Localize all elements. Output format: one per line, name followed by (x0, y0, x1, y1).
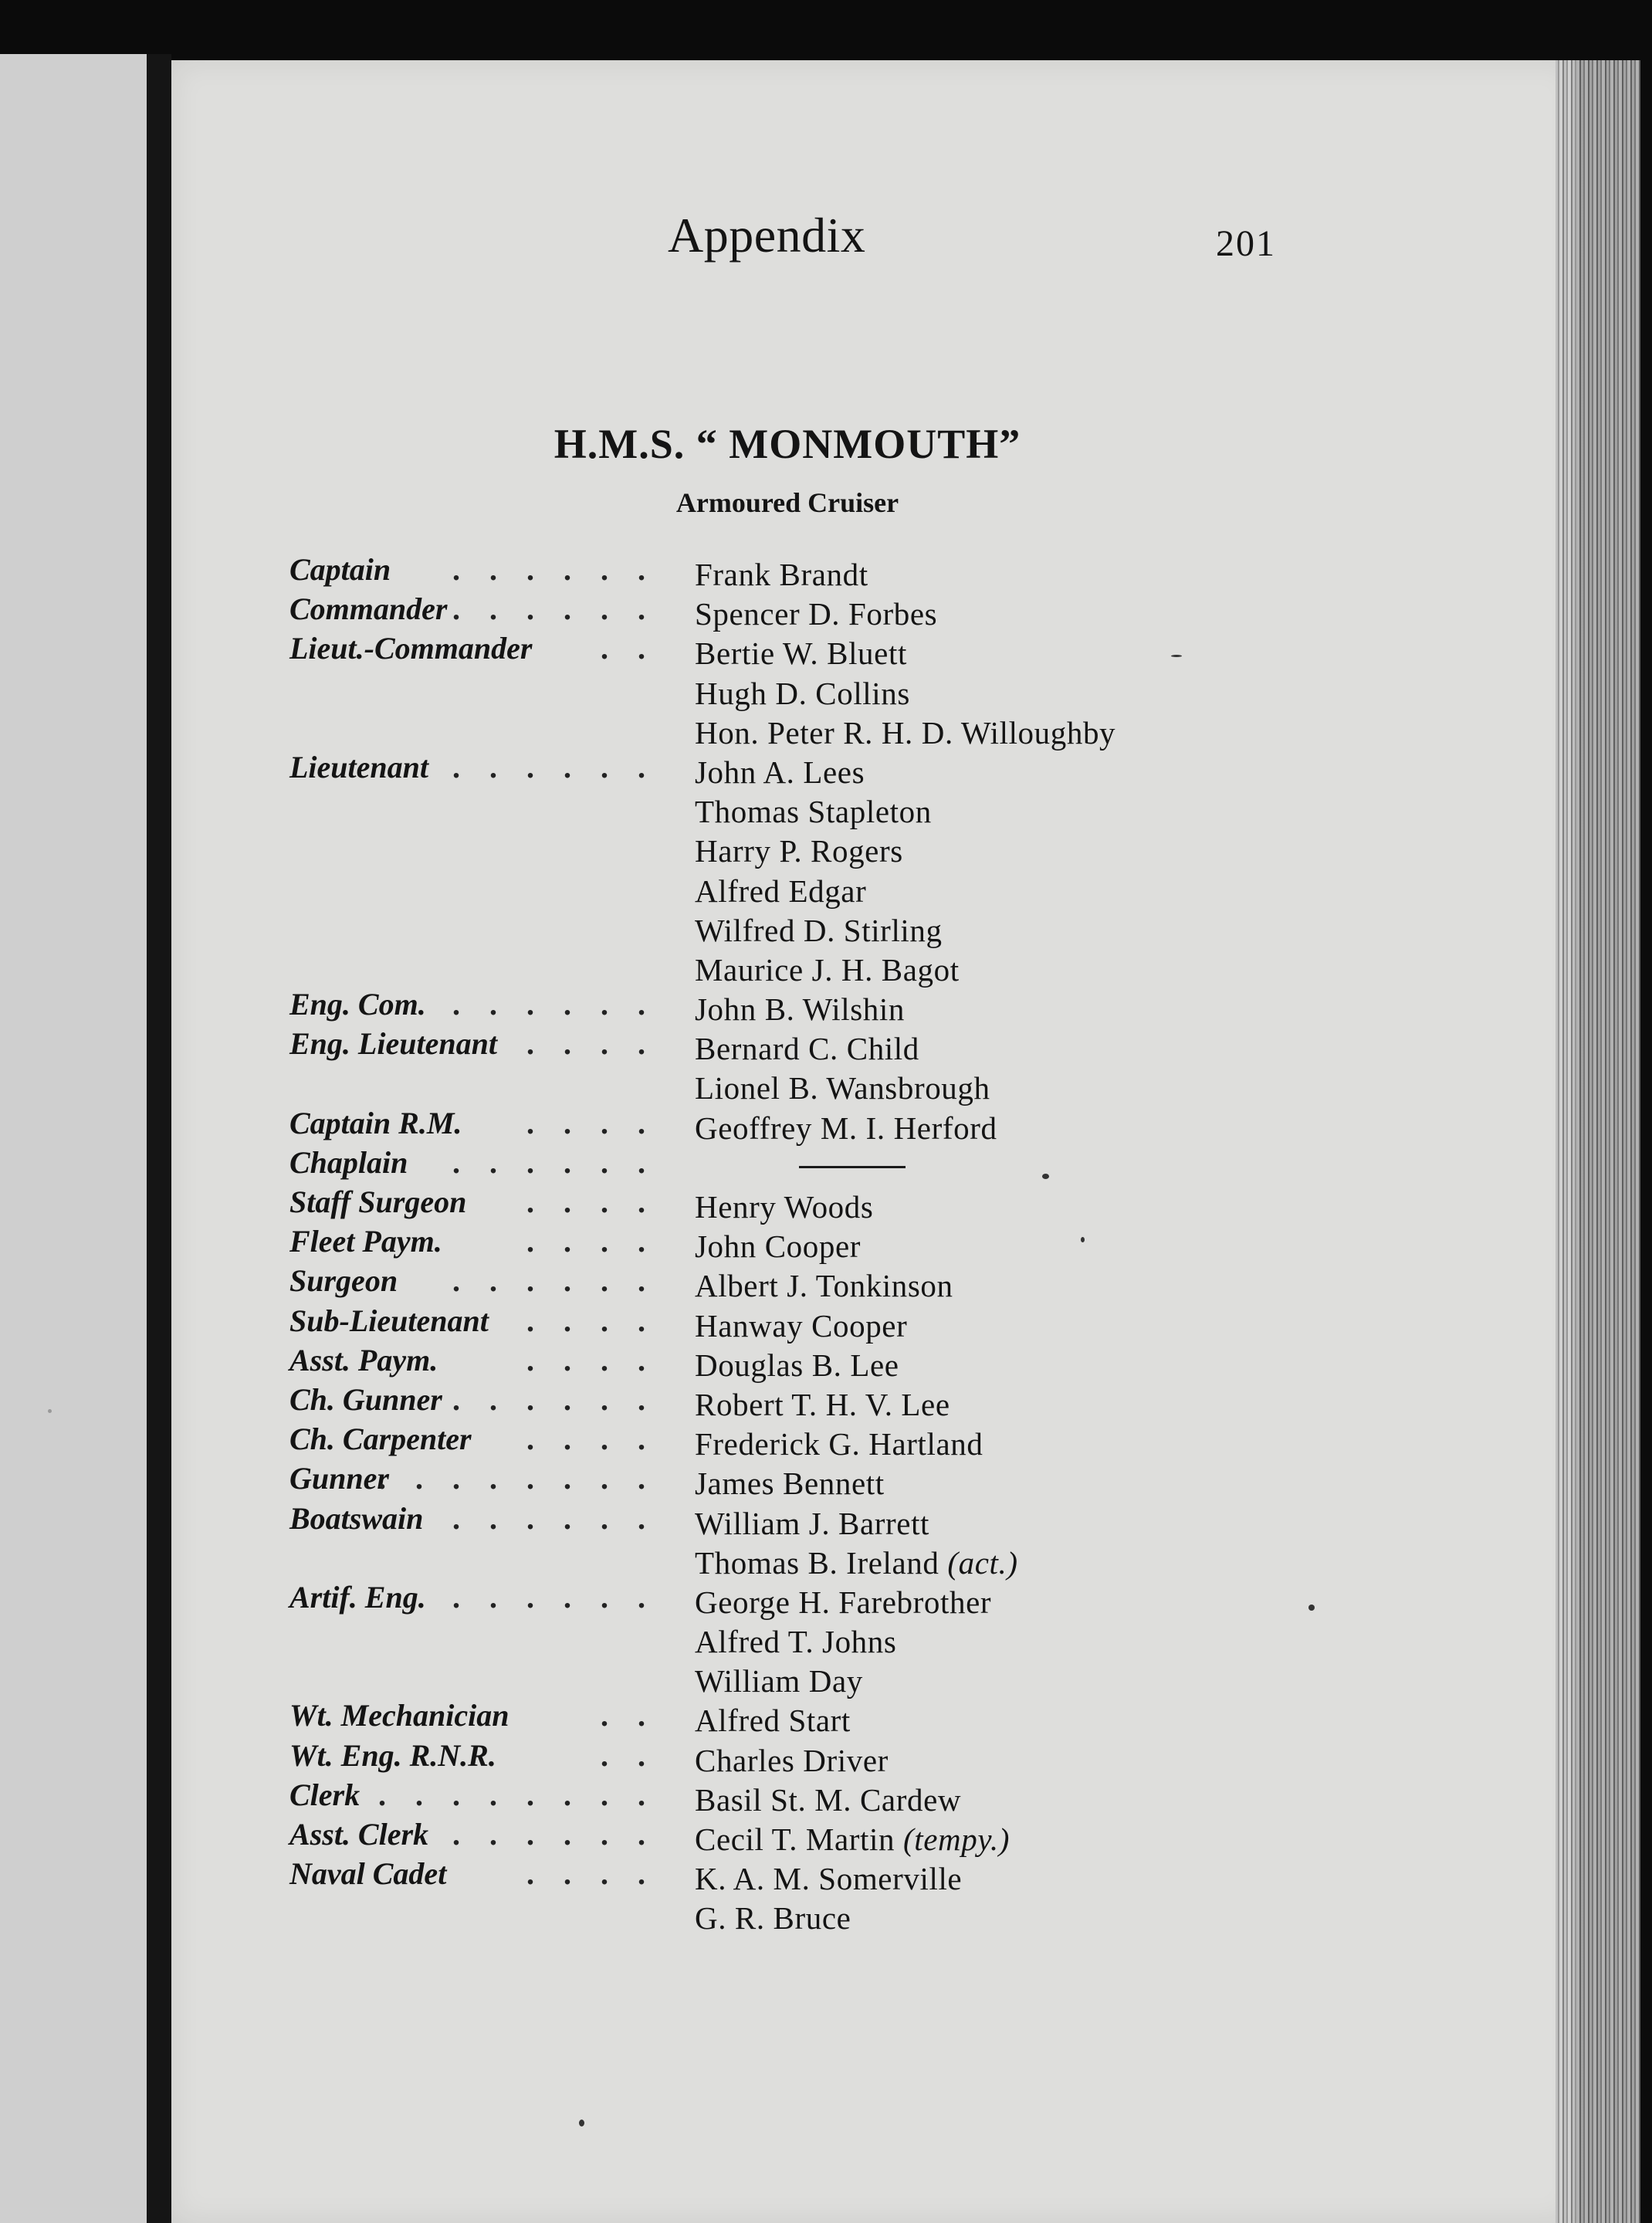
roster-row (0, 986, 1652, 1028)
dot-leader: . . . . . . (452, 1144, 656, 1180)
officer-name-text: Bertie W. Bluett (695, 635, 907, 672)
officer-name-text: Spencer D. Forbes (695, 596, 938, 632)
officer-name-text: Robert T. H. V. Lee (695, 1386, 950, 1422)
roster-row (0, 1381, 1652, 1421)
dot-leader: . . . . (526, 1422, 656, 1457)
dot-leader: . . . . . . (452, 749, 656, 784)
roster-row (0, 1618, 1652, 1658)
dot-leader: . . . . . . (452, 591, 656, 627)
roster-row (0, 1065, 1652, 1104)
officer-name (695, 1465, 885, 1502)
rank-label: Wt. Eng. R.N.R. (289, 1737, 496, 1773)
officer-name (695, 912, 943, 949)
officer-name-text: Albert J. Tonkinson (695, 1268, 953, 1304)
officer-name (695, 1781, 961, 1818)
roster-row (0, 1500, 1652, 1540)
officer-name-text: Alfred Start (695, 1703, 851, 1739)
officer-name (695, 635, 907, 672)
officer-name-text: Henry Woods (695, 1189, 874, 1225)
dot-leader: . . (601, 1698, 656, 1733)
rank-label: Eng. Lieutenant (289, 1026, 497, 1062)
officer-name (695, 754, 865, 791)
officer-name (695, 1544, 1018, 1581)
officer-name-text: Lionel B. Wansbrough (695, 1070, 990, 1106)
officer-name (695, 793, 932, 830)
dot-leader: . . . . (526, 1105, 656, 1140)
roster-row (0, 1262, 1652, 1302)
officer-name (695, 991, 905, 1028)
officer-name-text: Thomas B. Ireland (695, 1544, 939, 1581)
ship-name: H.M.S. “ MONMOUTH” (553, 421, 1021, 467)
officer-name-text: G. R. Bruce (695, 1900, 851, 1937)
officer-name-text: Wilfred D. Stirling (695, 912, 943, 948)
rank-label: Sub-Lieutenant (289, 1303, 489, 1338)
officer-name (695, 873, 866, 910)
officer-name (695, 951, 960, 988)
scan-speck (48, 1409, 52, 1413)
rank-label: Lieut.-Commander (289, 631, 533, 666)
dot-leader: . . . . (526, 1856, 656, 1892)
roster-row (0, 907, 1652, 947)
officer-name-text: James Bennett (695, 1466, 885, 1502)
officer-name-text: Geoffrey M. I. Herford (695, 1110, 997, 1146)
dot-leader: . . . . . . (452, 552, 656, 587)
officer-name (695, 1188, 873, 1225)
officer-name (695, 832, 903, 869)
rank-label: Ch. Carpenter (289, 1422, 472, 1457)
officer-name-text: Bernard C. Child (695, 1031, 919, 1067)
roster-row (0, 1223, 1652, 1265)
officer-name (695, 1228, 861, 1265)
page-number: 201 (1216, 223, 1276, 264)
roster-row (0, 710, 1652, 749)
officer-note: (tempy.) (902, 1821, 1010, 1857)
officer-name-text: Alfred T. Johns (695, 1624, 897, 1660)
dot-leader: . . (601, 631, 656, 666)
officer-name (695, 1662, 863, 1699)
roster-row (0, 1697, 1652, 1737)
officer-name-text: John Cooper (695, 1228, 862, 1265)
officer-name-text: K. A. M. Somerville (695, 1861, 963, 1897)
roster-row (0, 591, 1652, 630)
roster-row (0, 1895, 1652, 1937)
roster-row (0, 868, 1652, 907)
ship-type: Armoured Cruiser (675, 487, 899, 518)
dot-leader: . . . . (526, 1224, 656, 1259)
officer-name (695, 1425, 983, 1462)
officer-name (695, 1110, 997, 1147)
roster-row (0, 1460, 1652, 1500)
rank-label: Artif. Eng. (289, 1579, 426, 1615)
roster-row (0, 1855, 1652, 1895)
roster-row (0, 1579, 1652, 1618)
officer-name (695, 714, 1115, 751)
officer-name-text: Cecil T. Martin (695, 1821, 895, 1857)
roster-row (0, 828, 1652, 867)
officer-name-text: Maurice J. H. Bagot (695, 951, 960, 988)
roster-row (0, 1540, 1652, 1579)
officer-name-text: Frank Brandt (695, 557, 868, 592)
officer-name-text: George H. Farebrother (695, 1584, 992, 1620)
officer-name-text: Hugh D. Collins (695, 675, 910, 711)
rank-label: Wt. Mechanician (289, 1698, 509, 1733)
officer-name (695, 595, 937, 632)
officer-name (695, 1623, 896, 1660)
roster-row (0, 1816, 1652, 1855)
officer-name (695, 1821, 1010, 1858)
roster-row (0, 1184, 1652, 1223)
rank-label: Asst. Paym. (289, 1342, 438, 1378)
officer-name (695, 1307, 907, 1344)
roster-row (0, 630, 1652, 672)
roster-row (0, 1105, 1652, 1144)
dot-leader: . . . . (526, 1026, 656, 1062)
officer-name-text: Charles Driver (695, 1742, 889, 1778)
rank-label: Captain (289, 552, 391, 587)
scan-speck (1171, 655, 1182, 657)
dot-leader: . . . . . . (452, 1817, 656, 1852)
officer-name (695, 1742, 889, 1779)
roster-row (0, 1658, 1652, 1697)
dot-leader: . . . . . . (452, 1381, 656, 1417)
officer-name-text: Basil St. M. Cardew (695, 1781, 962, 1818)
rank-label: Fleet Paym. (289, 1224, 442, 1259)
officer-name (695, 1069, 990, 1106)
officer-name-text: Alfred Edgar (695, 873, 867, 909)
dot-leader: . . . . . . (452, 1263, 656, 1299)
rank-label: Clerk (289, 1777, 361, 1812)
dot-leader: . . . . . . . . (378, 1461, 656, 1496)
rank-label: Gunner (289, 1461, 389, 1496)
roster-row (0, 1144, 1652, 1184)
officer-name-text: John B. Wilshin (695, 991, 905, 1028)
rank-label: Chaplain (289, 1144, 408, 1180)
scan-speck (1042, 1174, 1049, 1179)
officer-name-text: Frederick G. Hartland (695, 1426, 983, 1462)
dot-leader: . . . . (526, 1184, 656, 1219)
dot-leader: . . . . (526, 1303, 656, 1338)
dot-leader: . . . . . . (452, 1500, 656, 1536)
dot-leader: . . . . (526, 1342, 656, 1378)
dot-leader: . . (601, 1737, 656, 1773)
officer-name (695, 1030, 919, 1067)
running-header: Appendix (668, 208, 866, 263)
officer-name (695, 1386, 950, 1423)
roster-row (0, 1777, 1652, 1816)
officer-name (695, 1860, 962, 1897)
rank-label: Commander (289, 591, 448, 627)
dot-leader: . . . . . . (452, 1579, 656, 1615)
officer-name (695, 556, 868, 593)
rank-label: Surgeon (289, 1263, 398, 1299)
rank-label: Eng. Com. (289, 987, 426, 1022)
officer-name (695, 675, 910, 712)
officer-name (695, 1267, 953, 1304)
scan-speck (1081, 1237, 1085, 1242)
roster-row (0, 551, 1652, 591)
dot-leader: . . . . . . . . (378, 1777, 656, 1812)
roster-row (0, 947, 1652, 986)
scan-speck (1308, 1605, 1315, 1611)
rank-label: Boatswain (289, 1500, 424, 1536)
roster-row (0, 749, 1652, 788)
officer-name-text: Hon. Peter R. H. D. Willoughby (695, 714, 1116, 751)
vacant-dash (799, 1166, 906, 1168)
officer-name-text: William Day (695, 1663, 863, 1699)
officer-name-text: Douglas B. Lee (695, 1347, 899, 1383)
roster-row (0, 670, 1652, 710)
officer-name (695, 1347, 899, 1384)
officer-name-text: William J. Barrett (695, 1505, 930, 1541)
roster-row (0, 788, 1652, 828)
roster-row (0, 1025, 1652, 1065)
officer-name-text: Hanway Cooper (695, 1307, 908, 1344)
roster-row (0, 1737, 1652, 1777)
officer-name (695, 1702, 851, 1739)
roster-row (0, 1342, 1652, 1381)
officer-name-text: John A. Lees (695, 754, 865, 790)
rank-label: Asst. Clerk (289, 1817, 429, 1852)
officer-name-text: Harry P. Rogers (695, 833, 903, 869)
rank-label: Staff Surgeon (289, 1184, 467, 1219)
officer-name (695, 1584, 991, 1621)
rank-label: Lieutenant (289, 749, 429, 784)
rank-label: Ch. Gunner (289, 1381, 442, 1417)
officer-note: (act.) (947, 1544, 1018, 1581)
rank-label: Naval Cadet (289, 1856, 447, 1892)
crew-roster (0, 551, 1652, 1935)
scan-speck (579, 2120, 584, 2126)
officer-name (695, 1505, 929, 1542)
rank-label: Captain R.M. (289, 1105, 462, 1140)
dot-leader: . . . . . . (452, 987, 656, 1022)
roster-row (0, 1303, 1652, 1342)
officer-name (695, 1899, 851, 1937)
roster-row (0, 1421, 1652, 1460)
officer-name-text: Thomas Stapleton (695, 794, 932, 830)
